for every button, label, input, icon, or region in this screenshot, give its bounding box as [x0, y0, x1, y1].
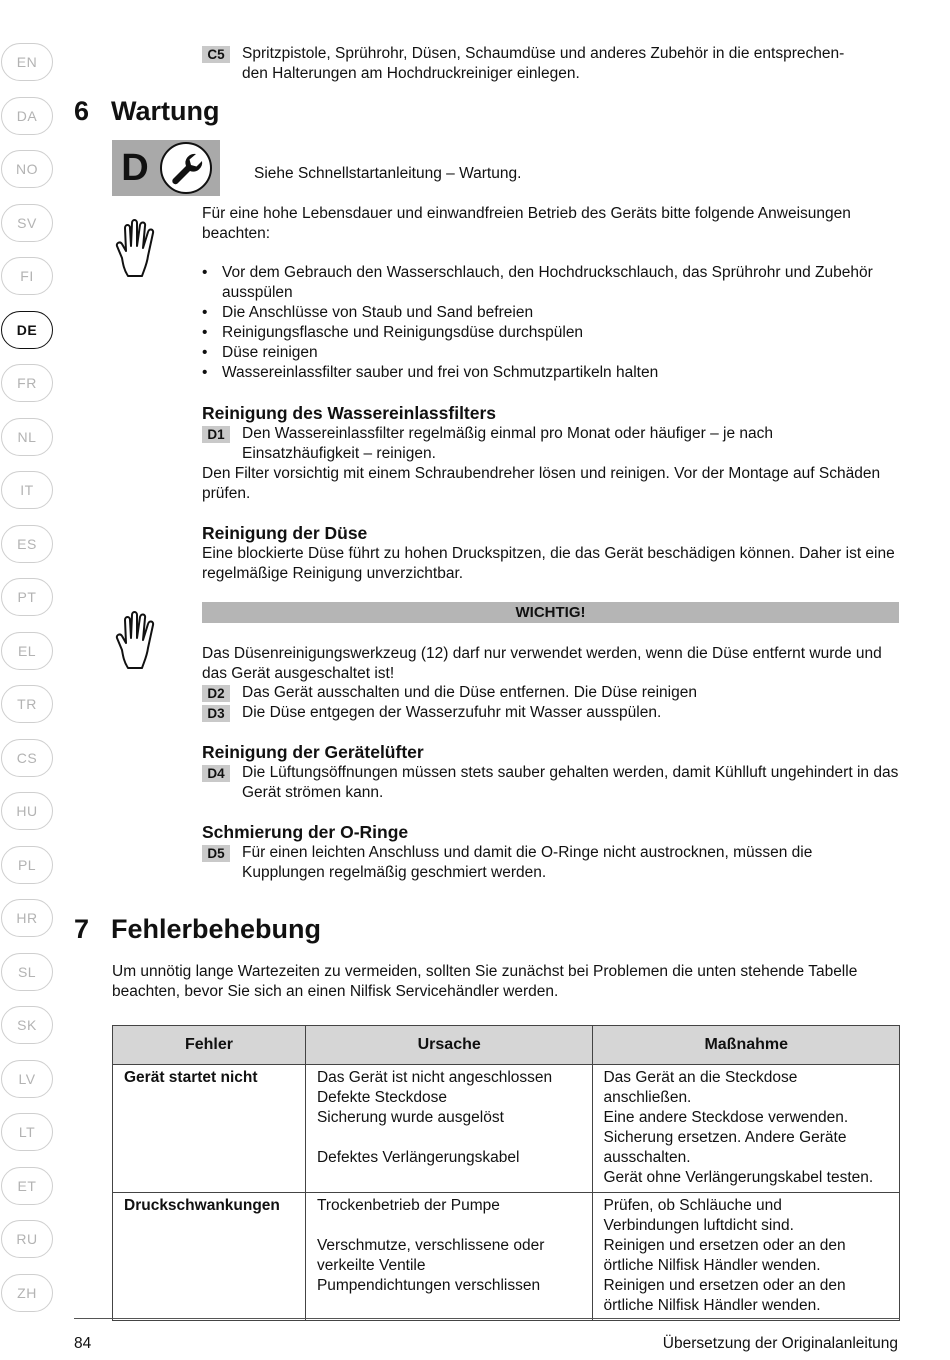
lang-tab-lt[interactable]: LT [1, 1113, 53, 1151]
step-d5 [202, 843, 902, 883]
cause-cell: Trockenbetrieb der Pumpe Verschmutze, verschlissene oder verkeilte Ventile Pumpendichtungen verschlissen [305, 1193, 593, 1321]
step-text-line2: den Halterungen am Hochdruckreiniger einlegen. [242, 65, 580, 82]
table-row [113, 1065, 900, 1193]
step-text: Die Lüftungsöffnungen müssen stets sauber gehalten werden, damit Kühlluft ungehindert in das Gerät strömen kann. [242, 764, 899, 801]
page-number: 84 [74, 1335, 92, 1352]
quickstart-text: Siehe Schnellstartanleitung – Wartung. [254, 165, 522, 182]
list-item: • Vor dem Gebrauch den Wasserschlauch, den Hochdruckschlauch, das Sprührohr und Zubehör ausspülen [202, 263, 892, 303]
step-d2 [202, 683, 902, 703]
wrench-icon [158, 140, 214, 196]
list-item: • Reinigungsflasche und Reinigungsdüse durchspülen [202, 323, 892, 343]
list-item: • Wassereinlassfilter sauber und frei von Schmutzpartikeln halten [202, 363, 892, 383]
step-text: Den Wassereinlassfilter regelmäßig einmal pro Monat oder häufiger – je nach Einsatzhäufigkeit – reinigen. [242, 425, 773, 462]
lang-tab-sk[interactable]: SK [1, 1006, 53, 1044]
lang-tab-zh[interactable]: ZH [1, 1274, 53, 1312]
section-number: 6 [74, 96, 90, 126]
step-tag: D3 [202, 705, 230, 722]
lang-tab-cs[interactable]: CS [1, 739, 53, 777]
lang-tab-en[interactable]: EN [1, 43, 53, 81]
lang-tab-hu[interactable]: HU [1, 792, 53, 830]
section-7-intro: Um unnötig lange Wartezeiten zu vermeiden, sollten Sie zunächst bei Problemen die unten stehende Tabelle beachten, bevor Sie sich an einen Nilfisk Servicehändler werden. [112, 963, 858, 1000]
maintenance-list [202, 263, 892, 383]
lang-tab-pl[interactable]: PL [1, 846, 53, 884]
column-header-fault: Fehler [113, 1026, 306, 1065]
lang-tab-no[interactable]: NO [1, 150, 53, 188]
nozzle-heading: Reinigung der Düse [202, 523, 368, 543]
lang-tab-sl[interactable]: SL [1, 953, 53, 991]
measure-cell: Prüfen, ob Schläuche und Verbindungen luftdicht sind. Reinigen und ersetzen oder an den örtliche Nilfisk Händler wenden. Reinigen und ersetzen oder an den örtliche Nilfisk Händler wenden. [593, 1193, 900, 1321]
lang-tab-tr[interactable]: TR [1, 685, 53, 723]
step-tag: D2 [202, 685, 230, 702]
step-tag: D1 [202, 426, 230, 443]
list-item: • Düse reinigen [202, 343, 892, 363]
step-d4 [202, 763, 902, 803]
important-text: Das Düsenreinigungswerkzeug (12) darf nur verwendet werden, wenn die Düse entfernt wurde und das Gerät ausgeschaltet ist! [202, 645, 882, 682]
section-7-heading [74, 913, 321, 945]
lang-tab-ru[interactable]: RU [1, 1220, 53, 1258]
section-title: Fehlerbehebung [111, 914, 322, 944]
cause-cell: Das Gerät ist nicht angeschlossen Defekte Steckdose Sicherung wurde ausgelöst Defektes Verlängerungskabel [305, 1065, 593, 1193]
lang-tab-lv[interactable]: LV [1, 1060, 53, 1098]
section-title: Wartung [111, 96, 220, 126]
quickstart-box [112, 140, 220, 196]
oring-heading: Schmierung der O-Ringe [202, 822, 409, 842]
step-text: Das Gerät ausschalten und die Düse entfernen. Die Düse reinigen [242, 684, 697, 701]
lang-tab-sv[interactable]: SV [1, 204, 53, 242]
step-text: Die Düse entgegen der Wasserzufuhr mit Wasser ausspülen. [242, 704, 662, 721]
measure-cell: Das Gerät an die Steckdose anschließen. Eine andere Steckdose verwenden. Sicherung ersetzen. Andere Geräte ausschalten. Gerät ohne Verlängerungskabel testen. [593, 1065, 900, 1193]
fault-cell: Druckschwankungen [113, 1193, 306, 1321]
list-item: • Die Anschlüsse von Staub und Sand befreien [202, 303, 892, 323]
table-row [113, 1193, 900, 1321]
step-tag: D5 [202, 845, 230, 862]
lang-tab-hr[interactable]: HR [1, 899, 53, 937]
hand-warning-icon [114, 218, 160, 288]
step-text: Für einen leichten Anschluss und damit die O-Ringe nicht austrocknen, müssen die Kupplungen regelmäßig geschmiert werden. [242, 844, 813, 881]
lang-tab-fi[interactable]: FI [1, 257, 53, 295]
lang-tab-et[interactable]: ET [1, 1167, 53, 1205]
footer-divider [74, 1318, 900, 1319]
step-d3 [202, 703, 902, 723]
footer-title: Übersetzung der Originalanleitung [662, 1335, 898, 1352]
hand-warning-icon [114, 610, 160, 680]
lang-tab-es[interactable]: ES [1, 525, 53, 563]
column-header-cause: Ursache [305, 1026, 593, 1065]
important-banner: WICHTIG! [202, 602, 899, 623]
column-header-measure: Maßnahme [593, 1026, 900, 1065]
lang-tab-da[interactable]: DA [1, 97, 53, 135]
troubleshooting-table [112, 1025, 900, 1321]
quickstart-letter: D [121, 147, 149, 189]
step-tag: D4 [202, 765, 230, 782]
lang-tab-nl[interactable]: NL [1, 418, 53, 456]
step-d1 [202, 424, 902, 464]
fan-heading: Reinigung der Gerätelüfter [202, 742, 424, 762]
lang-tab-pt[interactable]: PT [1, 578, 53, 616]
lang-tab-de[interactable]: DE [1, 311, 53, 349]
nozzle-text: Eine blockierte Düse führt zu hohen Druckspitzen, die das Gerät beschädigen können. Daher ist eine regelmäßige Reinigung unverzichtbar. [202, 545, 895, 582]
lang-tab-it[interactable]: IT [1, 471, 53, 509]
filter-heading: Reinigung des Wassereinlassfilters [202, 403, 497, 423]
section-number: 7 [74, 914, 90, 944]
table-header-row [113, 1026, 900, 1065]
lang-tab-el[interactable]: EL [1, 632, 53, 670]
step-tag: C5 [202, 46, 230, 63]
filter-note: Den Filter vorsichtig mit einem Schraubendreher lösen und reinigen. Vor der Montage auf Schäden prüfen. [202, 465, 881, 502]
intro-text: Für eine hohe Lebensdauer und einwandfreien Betrieb des Geräts bitte folgende Anweisungen beachten: [202, 205, 851, 242]
step-text-line1: Spritzpistole, Sprührohr, Düsen, Schaumdüse und anderes Zubehör in die entsprechen- [242, 45, 845, 62]
section-6-heading [74, 95, 219, 127]
fault-cell: Gerät startet nicht [113, 1065, 306, 1193]
step-c5 [202, 44, 902, 84]
lang-tab-fr[interactable]: FR [1, 364, 53, 402]
